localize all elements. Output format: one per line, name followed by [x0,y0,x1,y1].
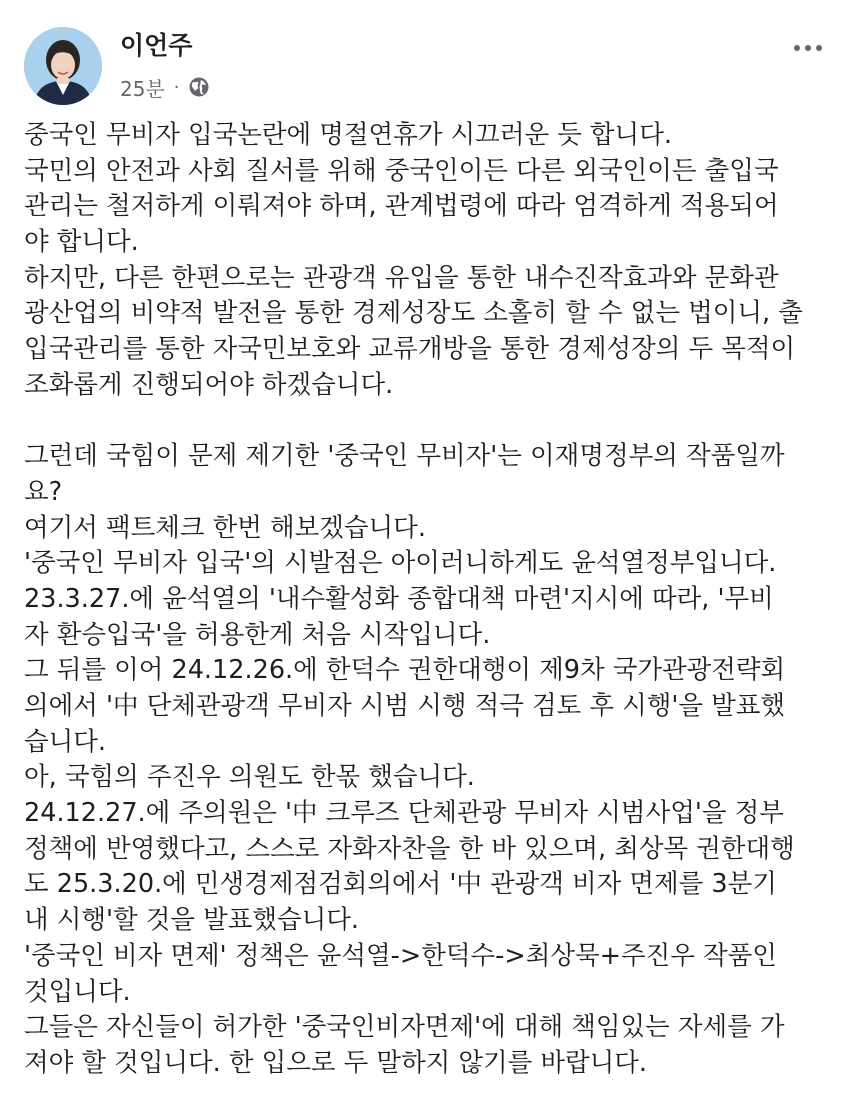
post-text-line: '중국인 무비자 입국'의 시발점은 아이러니하게도 윤석열정부입니다. [24,548,777,579]
post-text-line: 입국관리를 통한 자국민보호와 교류개방을 통한 경제성장의 두 목적이 [24,334,796,365]
post-text-line: 의에서 '中 단체관광객 무비자 시범 시행 적극 검토 후 시행'을 발표했 [24,691,786,721]
post-text-line: 광산업의 비약적 발전을 통한 경제성장도 소홀히 할 수 없는 법이니, 출 [24,298,803,329]
post-text-line: 하지만, 다른 한편으로는 관광객 유입을 통한 내수진작효과와 문화관 [24,262,779,293]
post-text-line: 것입니다. [24,976,131,1007]
post-body [24,118,826,1082]
post-text-line: 요? [24,476,63,507]
post-text-line: 중국인 무비자 입국논란에 명절연휴가 시끄러운 듯 합니다. [24,120,672,150]
post-text-line: 23.3.27.에 윤석열의 '내수활성화 종합대책 마련'지시에 따라, '무비 [24,583,774,614]
post-text-line: '중국인 비자 면제' 정책은 윤석열->한덕수->최상묵+주진우 작품인 [24,940,777,971]
post-meta [120,73,210,101]
post-text-line: 내 시행'할 것을 발표했습니다. [24,905,360,936]
post-timestamp[interactable]: 25분 [120,76,165,101]
post-text-line: 도 25.3.20.에 민생경제점검회의에서 '中 관광객 비자 면제를 3분기 [24,869,777,900]
post-text-line: 아, 국힘의 주진우 의원도 한몫 했습니다. [24,762,475,793]
paragraph-spacer [24,404,826,440]
post-text-line: 24.12.27.에 주의원은 '中 크루즈 단체관광 무비자 시범사업'을 정부 [24,798,784,829]
post-text-line: 그 뒤를 이어 24.12.26.에 한덕수 권한대행이 제9차 국가관광전략회 [24,655,786,686]
avatar[interactable] [24,27,102,105]
post-text-line: 그들은 자신들이 허가한 '중국인비자면제'에 대해 책임있는 자세를 가 [24,1012,785,1043]
post-text-line: 야 합니다. [24,227,139,258]
profile-photo [24,27,102,105]
post-paragraph-1 [24,118,826,404]
post-text-line: 조화롭게 진행되어야 하겠습니다. [24,369,394,400]
post-text-line: 그런데 국힘이 문제 제기한 '중국인 무비자'는 이재명정부의 작품일까 [24,441,785,472]
post-text-line: 관리는 철저하게 이뤄져야 하며, 관계법령에 따라 엄격하게 적용되어 [24,191,779,222]
post-text-line: 습니다. [24,726,107,757]
more-options-icon [794,45,800,51]
post-text-line: 자 환승입국'을 허용한게 처음 시작입니다. [24,619,491,650]
more-options-icon-dot [816,45,822,51]
globe-icon[interactable] [188,76,210,98]
more-options-button[interactable] [788,36,828,60]
author-name[interactable]: 이언주 [120,31,193,60]
post-paragraph-2 [24,439,826,1081]
post-header [0,0,850,110]
post-text-line: 국민의 안전과 사회 질서를 위해 중국인이든 다른 외국인이든 출입국 [24,155,779,186]
more-options-icon-dot [805,45,811,51]
meta-separator: · [173,76,180,98]
post-text-line: 여기서 팩트체크 한번 해보겠습니다. [24,512,426,543]
post-text-line: 정책에 반영했다고, 스스로 자화자찬을 한 바 있으며, 최상목 권한대행 [24,833,795,864]
post-text-line: 져야 할 것입니다. 한 입으로 두 말하지 않기를 바랍니다. [24,1047,647,1078]
